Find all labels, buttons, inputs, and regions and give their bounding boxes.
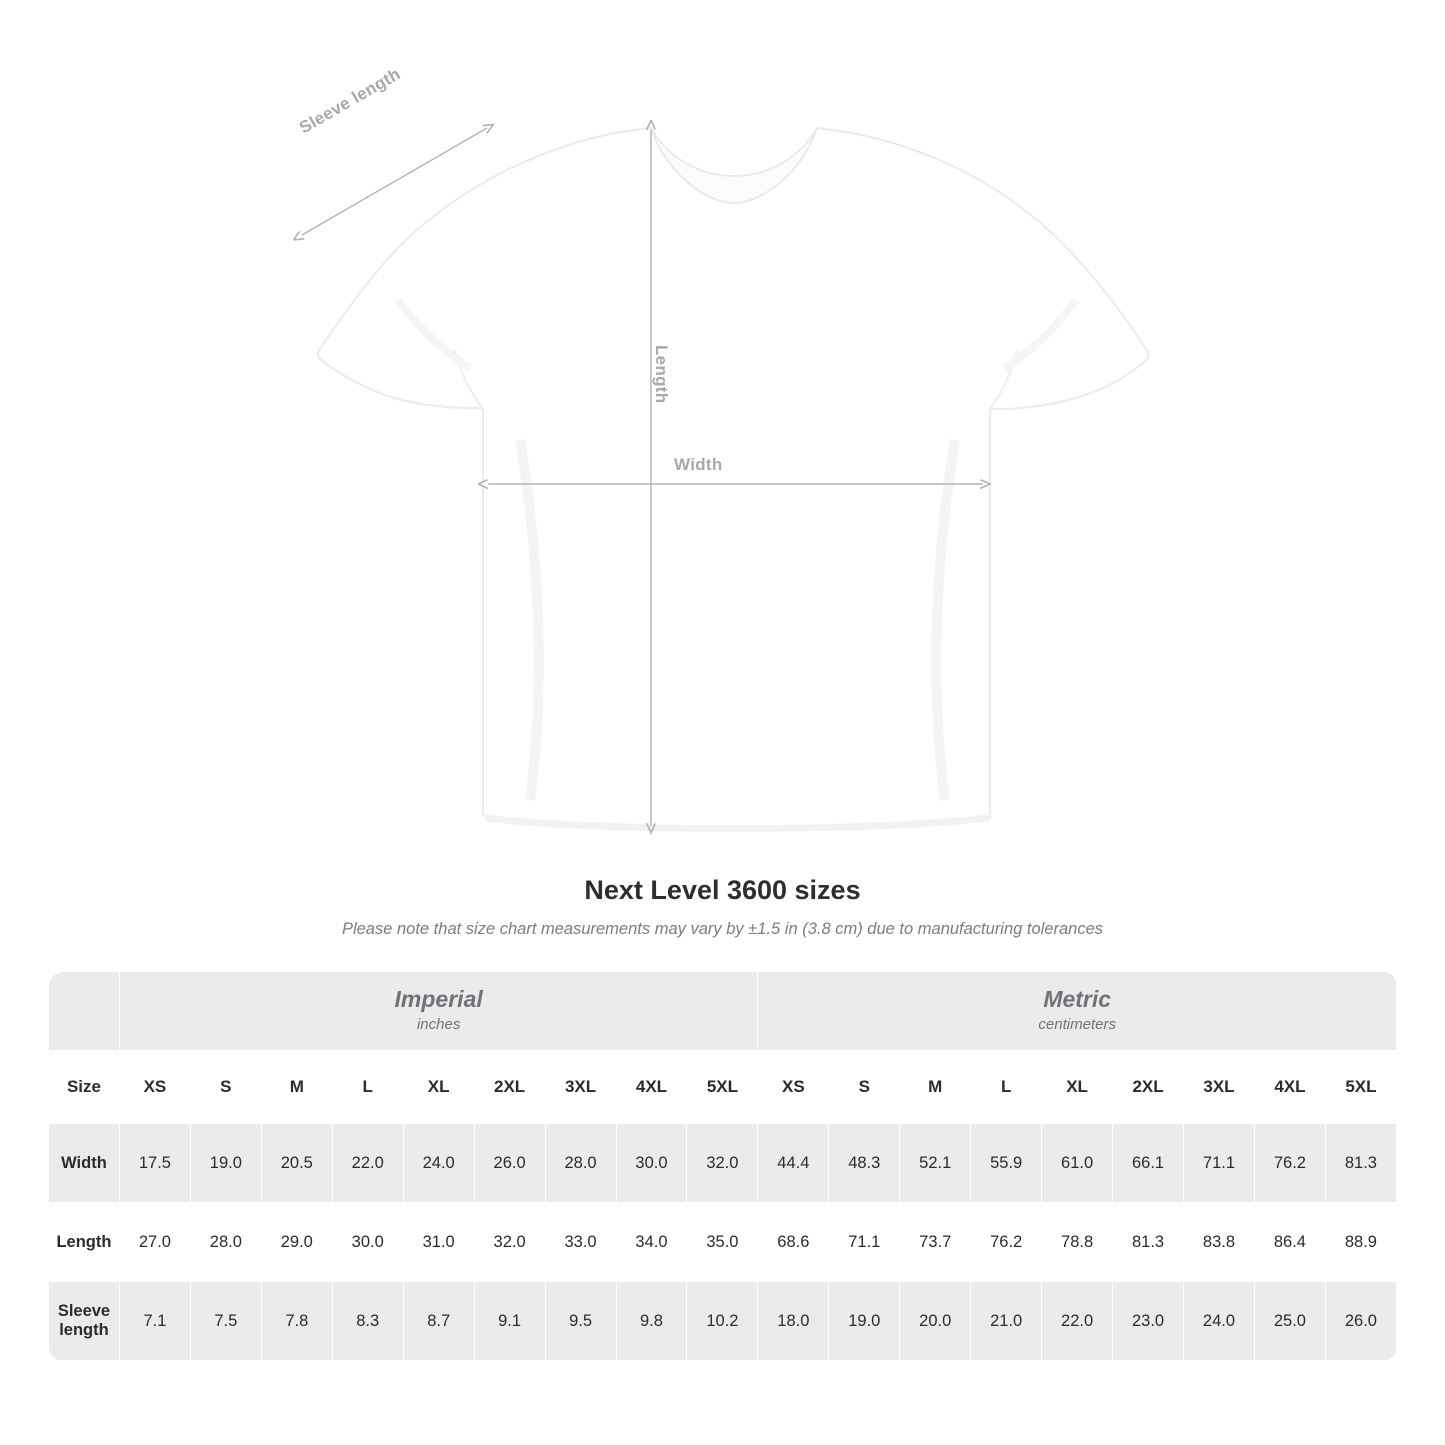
cell-sleeve-metric-4xl: 25.0 <box>1254 1282 1325 1361</box>
cell-sleeve-metric-3xl: 24.0 <box>1184 1282 1255 1361</box>
cell-sleeve-metric-s: 19.0 <box>829 1282 900 1361</box>
header-col-metric-s: S <box>829 1051 900 1124</box>
cell-length-imperial-3xl: 33.0 <box>545 1203 616 1282</box>
cell-width-metric-m: 52.1 <box>900 1124 971 1203</box>
table-size-header-row <box>49 1051 1397 1124</box>
cell-length-imperial-xs: 27.0 <box>119 1203 190 1282</box>
cell-sleeve-imperial-xl: 8.7 <box>403 1282 474 1361</box>
cell-width-metric-2xl: 66.1 <box>1113 1124 1184 1203</box>
cell-length-metric-xl: 78.8 <box>1042 1203 1113 1282</box>
cell-width-imperial-s: 19.0 <box>190 1124 261 1203</box>
cell-sleeve-imperial-s: 7.5 <box>190 1282 261 1361</box>
header-col-metric-xs: XS <box>758 1051 829 1124</box>
cell-length-imperial-l: 30.0 <box>332 1203 403 1282</box>
unit-name-imperial: Imperial <box>394 986 483 1013</box>
cell-width-imperial-5xl: 32.0 <box>687 1124 758 1203</box>
cell-sleeve-imperial-5xl: 10.2 <box>687 1282 758 1361</box>
cell-sleeve-metric-5xl: 26.0 <box>1325 1282 1396 1361</box>
tshirt-shape <box>318 128 1148 829</box>
cell-width-imperial-3xl: 28.0 <box>545 1124 616 1203</box>
header-col-imperial-m: M <box>261 1051 332 1124</box>
cell-sleeve-imperial-4xl: 9.8 <box>616 1282 687 1361</box>
header-col-metric-m: M <box>900 1051 971 1124</box>
cell-width-imperial-m: 20.5 <box>261 1124 332 1203</box>
cell-sleeve-imperial-2xl: 9.1 <box>474 1282 545 1361</box>
header-col-imperial-xs: XS <box>119 1051 190 1124</box>
cell-sleeve-imperial-m: 7.8 <box>261 1282 332 1361</box>
cell-width-metric-s: 48.3 <box>829 1124 900 1203</box>
header-size-label: Size <box>49 1051 120 1124</box>
cell-width-metric-l: 55.9 <box>971 1124 1042 1203</box>
cell-length-imperial-s: 28.0 <box>190 1203 261 1282</box>
header-col-metric-3xl: 3XL <box>1184 1051 1255 1124</box>
cell-length-metric-5xl: 88.9 <box>1325 1203 1396 1282</box>
cell-width-metric-xl: 61.0 <box>1042 1124 1113 1203</box>
cell-width-metric-3xl: 71.1 <box>1184 1124 1255 1203</box>
table-row-width <box>49 1124 1397 1203</box>
page-title: Next Level 3600 sizes <box>584 875 861 905</box>
header-col-imperial-4xl: 4XL <box>616 1051 687 1124</box>
cell-length-metric-xs: 68.6 <box>758 1203 829 1282</box>
header-col-imperial-5xl: 5XL <box>687 1051 758 1124</box>
cell-sleeve-metric-l: 21.0 <box>971 1282 1042 1361</box>
cell-length-metric-2xl: 81.3 <box>1113 1203 1184 1282</box>
sleeve-length-label: Sleeve length <box>296 64 404 138</box>
header-col-imperial-3xl: 3XL <box>545 1051 616 1124</box>
cell-width-imperial-xs: 17.5 <box>119 1124 190 1203</box>
cell-length-metric-l: 76.2 <box>971 1203 1042 1282</box>
length-label: Length <box>652 345 671 404</box>
cell-width-metric-5xl: 81.3 <box>1325 1124 1396 1203</box>
cell-sleeve-imperial-3xl: 9.5 <box>545 1282 616 1361</box>
cell-width-metric-xs: 44.4 <box>758 1124 829 1203</box>
tolerance-note: Please note that size chart measurements may vary by ±1.5 in (3.8 cm) due to manufacturing tolerances <box>341 920 1104 938</box>
header-col-metric-2xl: 2XL <box>1113 1051 1184 1124</box>
header-col-imperial-xl: XL <box>403 1051 474 1124</box>
header-col-metric-5xl: 5XL <box>1325 1051 1396 1124</box>
width-label: Width <box>674 455 723 474</box>
cell-length-metric-m: 73.7 <box>900 1203 971 1282</box>
cell-length-imperial-m: 29.0 <box>261 1203 332 1282</box>
header-col-metric-l: L <box>971 1051 1042 1124</box>
size-table-wrapper <box>48 971 1397 1361</box>
cell-width-metric-4xl: 76.2 <box>1254 1124 1325 1203</box>
cell-sleeve-metric-xs: 18.0 <box>758 1282 829 1361</box>
cell-width-imperial-4xl: 30.0 <box>616 1124 687 1203</box>
unit-name-metric: Metric <box>1043 986 1112 1013</box>
cell-length-imperial-4xl: 34.0 <box>616 1203 687 1282</box>
unit-sub-metric: centimeters <box>1038 1016 1116 1034</box>
cell-length-metric-s: 71.1 <box>829 1203 900 1282</box>
row-label-length: Length <box>49 1203 120 1282</box>
table-row-length <box>49 1203 1397 1282</box>
table-unit-header-row <box>49 972 1397 1051</box>
cell-length-imperial-xl: 31.0 <box>403 1203 474 1282</box>
row-label-width: Width <box>49 1124 120 1203</box>
cell-width-imperial-2xl: 26.0 <box>474 1124 545 1203</box>
unit-header-imperial <box>119 972 757 1051</box>
cell-sleeve-imperial-xs: 7.1 <box>119 1282 190 1361</box>
cell-length-imperial-5xl: 35.0 <box>687 1203 758 1282</box>
cell-sleeve-metric-m: 20.0 <box>900 1282 971 1361</box>
header-col-metric-xl: XL <box>1042 1051 1113 1124</box>
cell-sleeve-imperial-l: 8.3 <box>332 1282 403 1361</box>
unit-header-metric <box>758 972 1397 1051</box>
cell-width-imperial-l: 22.0 <box>332 1124 403 1203</box>
size-table <box>48 971 1397 1361</box>
cell-length-imperial-2xl: 32.0 <box>474 1203 545 1282</box>
cell-sleeve-metric-xl: 22.0 <box>1042 1282 1113 1361</box>
cell-sleeve-metric-2xl: 23.0 <box>1113 1282 1184 1361</box>
cell-width-imperial-xl: 24.0 <box>403 1124 474 1203</box>
unit-sub-imperial: inches <box>416 1016 461 1034</box>
header-col-imperial-s: S <box>190 1051 261 1124</box>
cell-length-metric-4xl: 86.4 <box>1254 1203 1325 1282</box>
cell-length-metric-3xl: 83.8 <box>1184 1203 1255 1282</box>
unit-header-corner <box>49 972 120 1051</box>
header-col-imperial-2xl: 2XL <box>474 1051 545 1124</box>
header-col-imperial-l: L <box>332 1051 403 1124</box>
table-row-sleeve-length <box>49 1282 1397 1361</box>
row-label-sleeve-length: Sleeve length <box>49 1282 120 1361</box>
header-col-metric-4xl: 4XL <box>1254 1051 1325 1124</box>
